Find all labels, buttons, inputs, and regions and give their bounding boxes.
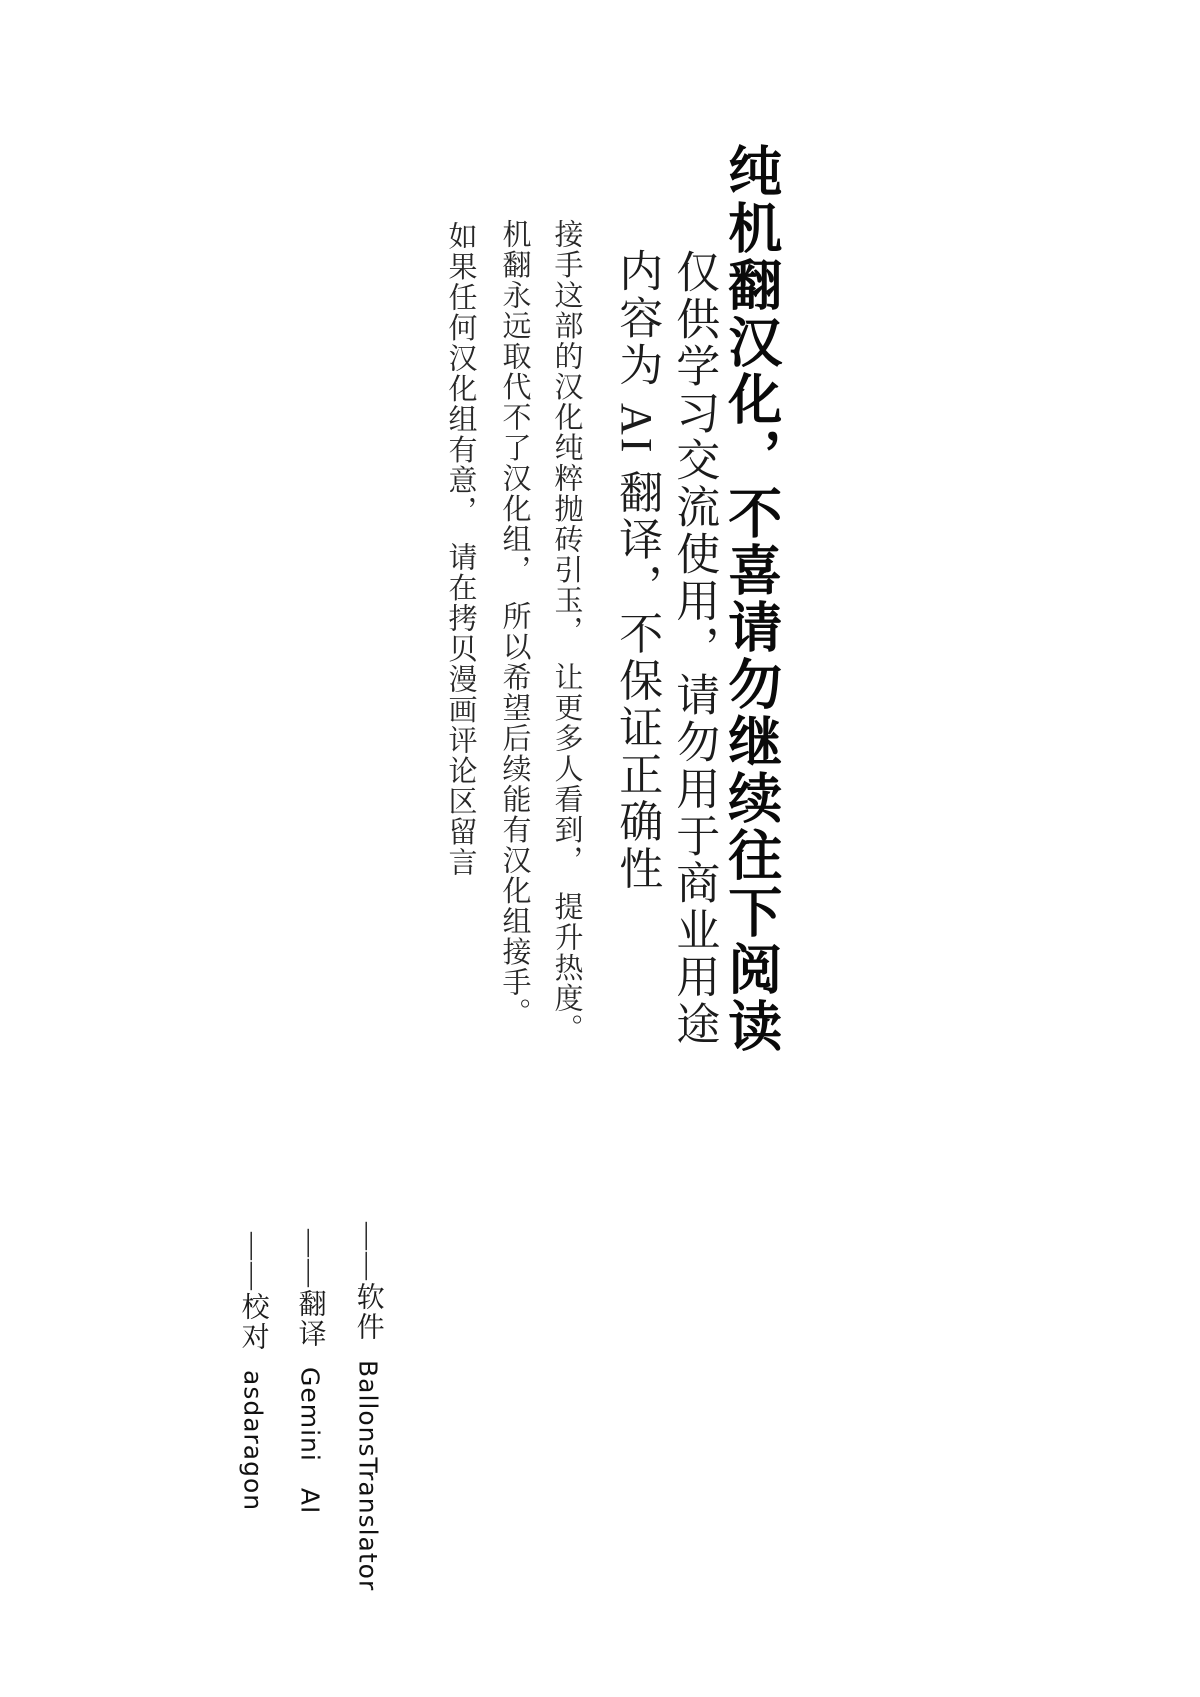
credit-software-label: ——软件 xyxy=(352,1222,384,1342)
credit-translator-label: ——翻译 xyxy=(294,1229,326,1349)
scanlation-group-hope-line: 机翻永远取代不了汉化组， 所以希望后续能有汉化组接手。 xyxy=(498,219,531,1028)
credit-proofreader-label: ——校对 xyxy=(237,1232,269,1352)
credit-software-name: BallonsTranslator xyxy=(353,1360,383,1592)
disclaimer-title: 纯机翻汉化，不喜请勿继续往下阅读 xyxy=(720,143,781,1055)
ai-accuracy-line: 内容为 AI 翻译，不保证正确性 xyxy=(612,248,662,893)
credit-proofreader-name: asdaragon xyxy=(238,1370,268,1512)
credit-translator-name: Gemini AI xyxy=(295,1367,325,1515)
credit-proofreader xyxy=(206,1196,298,1511)
contact-invitation-line: 如果任何汉化组有意， 请在拷贝漫画评论区留言 xyxy=(444,221,477,878)
translation-purpose-line: 接手这部的汉化纯粹抛砖引玉， 让更多人看到， 提升热度。 xyxy=(550,219,583,1044)
usage-restriction-line: 仅供学习交流使用，请勿用于商业用途 xyxy=(669,249,719,1048)
